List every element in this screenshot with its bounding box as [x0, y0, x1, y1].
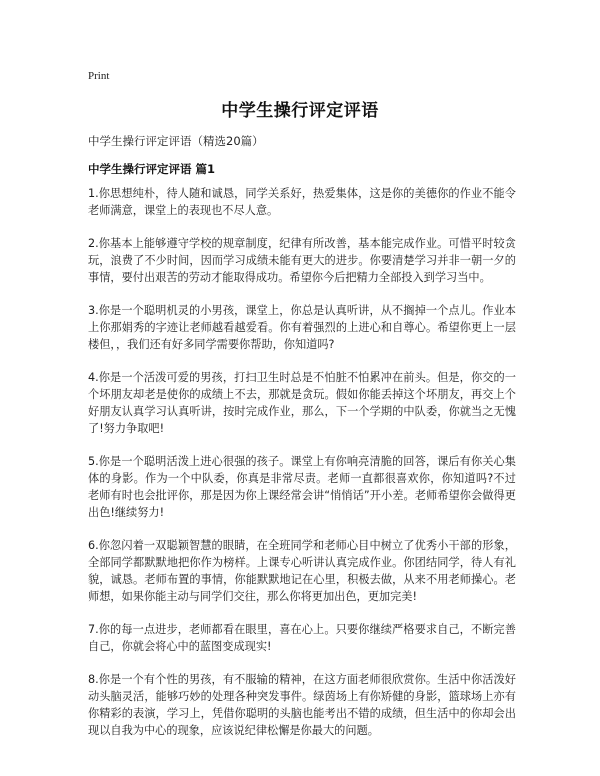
- document-body: [88, 185, 516, 755]
- comment-paragraph-6: 6.你忽闪着一双聪颖智慧的眼睛，在全班同学和老师心目中树立了优秀小干部的形象，全部同学都默默地把你作为榜样。上课专心听讲认真完成作业。你团结同学，待人有礼貌，诚恳。老师布置的事情，你能默默地记在心里，积极去做，从来不用老师操心。老师想，如果你能主动与同学们交往，那么你将更加出色，更加完美!: [88, 539, 516, 603]
- section-heading: 中学生操行评定评语 篇1: [88, 162, 216, 176]
- print-link[interactable]: Print: [88, 70, 110, 82]
- page-title: 中学生操行评定评语: [221, 101, 379, 121]
- comment-paragraph-7: 7.你的每一点进步，老师都看在眼里，喜在心上。只要你继续严格要求自己，不断完善自己，你就会将心中的蓝图变成现实!: [88, 623, 516, 653]
- document-subtitle: 中学生操行评定评语（精选20篇）: [88, 134, 264, 148]
- comment-paragraph-1: 1.你思想纯朴，待人随和诚恳，同学关系好，热爱集体，这是你的美德你的作业不能令老师满意，课堂上的表现也不尽人意。: [88, 187, 516, 217]
- comment-paragraph-5: 5.你是一个聪明活泼上进心很强的孩子。课堂上有你响亮清脆的回答，课后有你关心集体的身影。作为一个中队委，你真是非常尽责。老师一直都很喜欢你，你知道吗?不过老师有时也会批评你，那是因为你上课经常会讲“悄悄话”开小差。老师希望你会做得更出色!继续努力!: [88, 455, 516, 519]
- comment-paragraph-3: 3.你是一个聪明机灵的小男孩，课堂上，你总是认真听讲，从不搁掉一个点儿。作业本上你那娟秀的字迹让老师越看越爱看。你有着强烈的上进心和自尊心。希望你更上一层楼但，，我们还有好多同学需要你帮助，你知道吗?: [88, 304, 516, 351]
- comment-paragraph-4: 4.你是一个活泼可爱的男孩，打扫卫生时总是不怕脏不怕累冲在前头。但是，你交的一个坏朋友却老是使你的成绩上不去，那就是贪玩。假如你能丢掉这个坏朋友，再交上个好朋友认真学习认真听讲，按时完成作业，那么，下一个学期的中队委，你就当之无愧了!努力争取吧!: [88, 371, 516, 435]
- comment-paragraph-8: 8.你是一个有个性的男孩，有不服输的精神，在这方面老师很欣赏你。生活中你活泼好动头脑灵活，能够巧妙的处理各种突发事件。绿茵场上有你矫健的身影，篮球场上亦有你精彩的表演，学习上，凭借你聪明的头脑也能考出不错的成绩，但生活中的你却会出现以自我为中心的现象，应该说纪律松懈是你最大的问题。: [88, 673, 516, 737]
- comment-paragraph-2: 2.你基本上能够遵守学校的规章制度，纪律有所改善，基本能完成作业。可惜平时较贪玩，浪费了不少时间，因而学习成绩未能有更大的进步。你要清楚学习并非一朝一夕的事情，要付出艰苦的劳动才能取得成功。希望你今后把精力全部投入到学习当中。: [88, 237, 516, 284]
